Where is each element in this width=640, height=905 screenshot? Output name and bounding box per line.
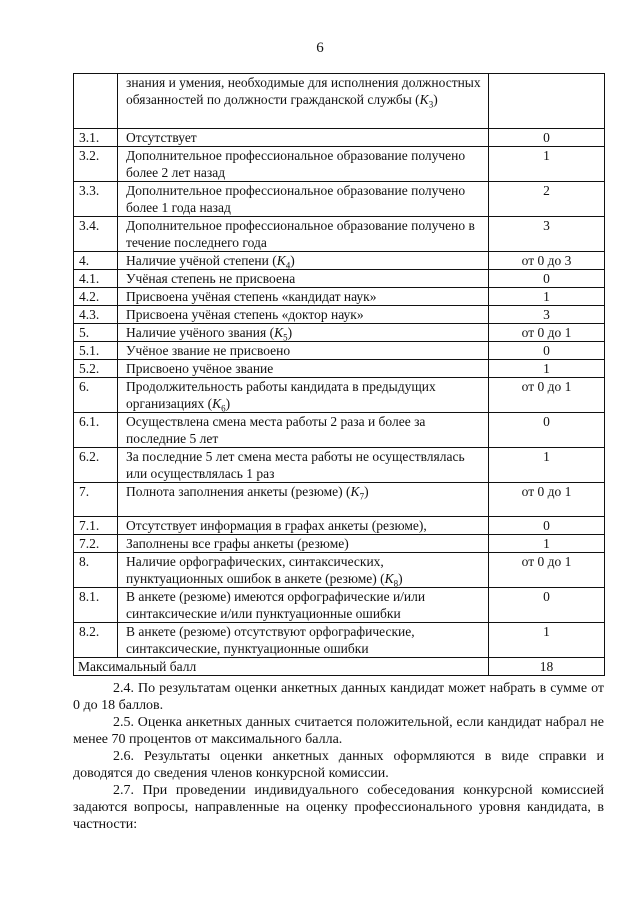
row-text: Присвоена учёная степень «кандидат наук» xyxy=(126,289,377,304)
table-row xyxy=(74,147,605,182)
coefficient-index: 8 xyxy=(393,578,399,589)
row-text: Полнота заполнения анкеты (резюме) ( xyxy=(126,484,351,499)
table-row xyxy=(74,588,605,623)
coefficient-symbol: K xyxy=(350,484,360,499)
row-score: 3 xyxy=(489,217,605,252)
row-text: Наличие учёного звания ( xyxy=(126,325,275,340)
table-row xyxy=(74,517,605,535)
row-number: 6. xyxy=(74,378,118,413)
row-text: Присвоена учёная степень «доктор наук» xyxy=(126,307,364,322)
coefficient-symbol: K xyxy=(212,396,222,411)
row-number: 5.2. xyxy=(74,360,118,378)
row-score: от 0 до 3 xyxy=(489,252,605,270)
row-score: 3 xyxy=(489,306,605,324)
row-text: За последние 5 лет смена места работы не осуществлялась или осуществлялась 1 раз xyxy=(126,449,465,481)
table-row xyxy=(74,378,605,413)
row-description xyxy=(118,217,489,252)
table-row xyxy=(74,553,605,588)
row-text: Наличие орфографических, синтаксических, пунктуационных ошибок в анкете (резюме) ( xyxy=(126,554,385,586)
coefficient-index: 4 xyxy=(285,260,291,271)
total-label: Максимальный балл xyxy=(74,658,489,676)
row-number: 5. xyxy=(74,324,118,342)
row-number: 7.2. xyxy=(74,535,118,553)
total-score: 18 xyxy=(489,658,605,676)
row-number: 6.2. xyxy=(74,448,118,483)
row-score: 0 xyxy=(489,413,605,448)
table-row xyxy=(74,306,605,324)
table-row xyxy=(74,182,605,217)
page-number: 6 xyxy=(316,40,324,56)
row-description xyxy=(118,74,489,129)
row-description xyxy=(118,252,489,270)
row-text: Присвоено учёное звание xyxy=(126,361,274,376)
row-text: Наличие учёной степени ( xyxy=(126,253,277,268)
table-row xyxy=(74,342,605,360)
table-row xyxy=(74,483,605,517)
row-description xyxy=(118,413,489,448)
row-text: В анкете (резюме) отсутствуют орфографические, синтаксические, пунктуационные ошибки xyxy=(126,624,415,656)
coefficient-symbol: K xyxy=(419,92,429,107)
row-number: 5.1. xyxy=(74,342,118,360)
row-score: от 0 до 1 xyxy=(489,324,605,342)
table-row xyxy=(74,448,605,483)
row-number: 6.1. xyxy=(74,413,118,448)
row-text: Дополнительное профессиональное образование получено более 2 лет назад xyxy=(126,148,466,180)
row-number xyxy=(74,74,118,129)
row-description xyxy=(118,288,489,306)
row-score: от 0 до 1 xyxy=(489,483,605,517)
row-description xyxy=(118,378,489,413)
row-number: 3.1. xyxy=(74,129,118,147)
row-text: Продолжительность работы кандидата в предыдущих организациях ( xyxy=(126,379,436,411)
row-number: 4. xyxy=(74,252,118,270)
row-number: 7.1. xyxy=(74,517,118,535)
row-score: от 0 до 1 xyxy=(489,378,605,413)
row-score: 0 xyxy=(489,270,605,288)
row-text: В анкете (резюме) имеются орфографические и/или синтаксические и/или пунктуационные ошибки xyxy=(126,589,426,621)
row-score: 1 xyxy=(489,147,605,182)
coefficient-suffix: ) xyxy=(398,571,403,586)
row-number: 3.4. xyxy=(74,217,118,252)
row-description xyxy=(118,517,489,535)
row-number: 3.2. xyxy=(74,147,118,182)
row-score: 1 xyxy=(489,623,605,658)
table-row xyxy=(74,360,605,378)
coefficient-index: 7 xyxy=(359,491,365,502)
row-score: 0 xyxy=(489,517,605,535)
row-description xyxy=(118,623,489,658)
row-text: Учёное звание не присвоено xyxy=(126,343,291,358)
row-description xyxy=(118,342,489,360)
table-row xyxy=(74,623,605,658)
row-description xyxy=(118,182,489,217)
coefficient-suffix: ) xyxy=(290,253,295,268)
coefficient-symbol: K xyxy=(274,325,284,340)
row-number: 8.1. xyxy=(74,588,118,623)
row-text: Учёная степень не присвоена xyxy=(126,271,296,286)
row-text: знания и умения, необходимые для исполнения должностных обязанностей по должности гражданской службы ( xyxy=(126,75,481,107)
row-number: 4.2. xyxy=(74,288,118,306)
criteria-table-body xyxy=(74,74,605,676)
row-text: Отсутствует xyxy=(126,130,197,145)
row-description xyxy=(118,535,489,553)
row-description xyxy=(118,270,489,288)
table-row xyxy=(74,129,605,147)
coefficient-index: 6 xyxy=(221,403,226,414)
row-text: Осуществлена смена места работы 2 раза и более за последние 5 лет xyxy=(126,414,426,446)
table-row xyxy=(74,252,605,270)
row-description xyxy=(118,129,489,147)
row-description xyxy=(118,448,489,483)
row-description xyxy=(118,360,489,378)
row-score: 0 xyxy=(489,342,605,360)
table-row xyxy=(74,535,605,553)
row-score: от 0 до 1 xyxy=(489,553,605,588)
row-score: 2 xyxy=(489,182,605,217)
paragraph-2-4: 2.4. По результатам оценки анкетных данных кандидат может набрать в сумме от 0 до 18 баллов. xyxy=(73,681,604,713)
coefficient-suffix: ) xyxy=(433,92,438,107)
row-text: Дополнительное профессиональное образование получено более 1 года назад xyxy=(126,183,466,215)
coefficient-suffix: ) xyxy=(364,484,369,499)
row-number: 3.3. xyxy=(74,182,118,217)
row-text: Отсутствует информация в графах анкеты (резюме), xyxy=(126,518,427,533)
row-score: 1 xyxy=(489,535,605,553)
criteria-table xyxy=(73,73,605,676)
total-row xyxy=(74,658,605,676)
row-number: 8.2. xyxy=(74,623,118,658)
row-score: 0 xyxy=(489,129,605,147)
table-row xyxy=(74,74,605,129)
coefficient-index: 3 xyxy=(428,99,434,110)
coefficient-symbol: K xyxy=(384,571,394,586)
row-text: Заполнены все графы анкеты (резюме) xyxy=(126,536,349,551)
row-score xyxy=(489,74,605,129)
paragraph-2-5: 2.5. Оценка анкетных данных считается положительной, если кандидат набрал не менее 70 процентов от максимального балла. xyxy=(73,715,604,747)
coefficient-index: 5 xyxy=(283,332,288,343)
row-description xyxy=(118,483,489,517)
row-text: Дополнительное профессиональное образование получено в течение последнего года xyxy=(126,218,475,250)
paragraph-2-7: 2.7. При проведении индивидуального собеседования конкурсной комиссией задаются вопросы, направленные на оценку профессионального уровня кандидата, в частности: xyxy=(73,783,604,832)
paragraph-2-6: 2.6. Результаты оценки анкетных данных оформляются в виде справки и доводятся до сведения членов конкурсной комиссии. xyxy=(73,749,604,781)
table-row xyxy=(74,217,605,252)
row-score: 1 xyxy=(489,288,605,306)
table-row xyxy=(74,324,605,342)
row-description xyxy=(118,553,489,588)
coefficient-suffix: ) xyxy=(287,325,293,340)
table-row xyxy=(74,288,605,306)
row-score: 1 xyxy=(489,360,605,378)
row-description xyxy=(118,306,489,324)
row-description xyxy=(118,147,489,182)
coefficient-symbol: K xyxy=(276,253,286,268)
coefficient-suffix: ) xyxy=(225,396,231,411)
table-row xyxy=(74,270,605,288)
row-score: 1 xyxy=(489,448,605,483)
row-description xyxy=(118,588,489,623)
row-description xyxy=(118,324,489,342)
row-number: 4.1. xyxy=(74,270,118,288)
table-row xyxy=(74,413,605,448)
row-number: 8. xyxy=(74,553,118,588)
row-score: 0 xyxy=(489,588,605,623)
row-number: 7. xyxy=(74,483,118,517)
row-number: 4.3. xyxy=(74,306,118,324)
